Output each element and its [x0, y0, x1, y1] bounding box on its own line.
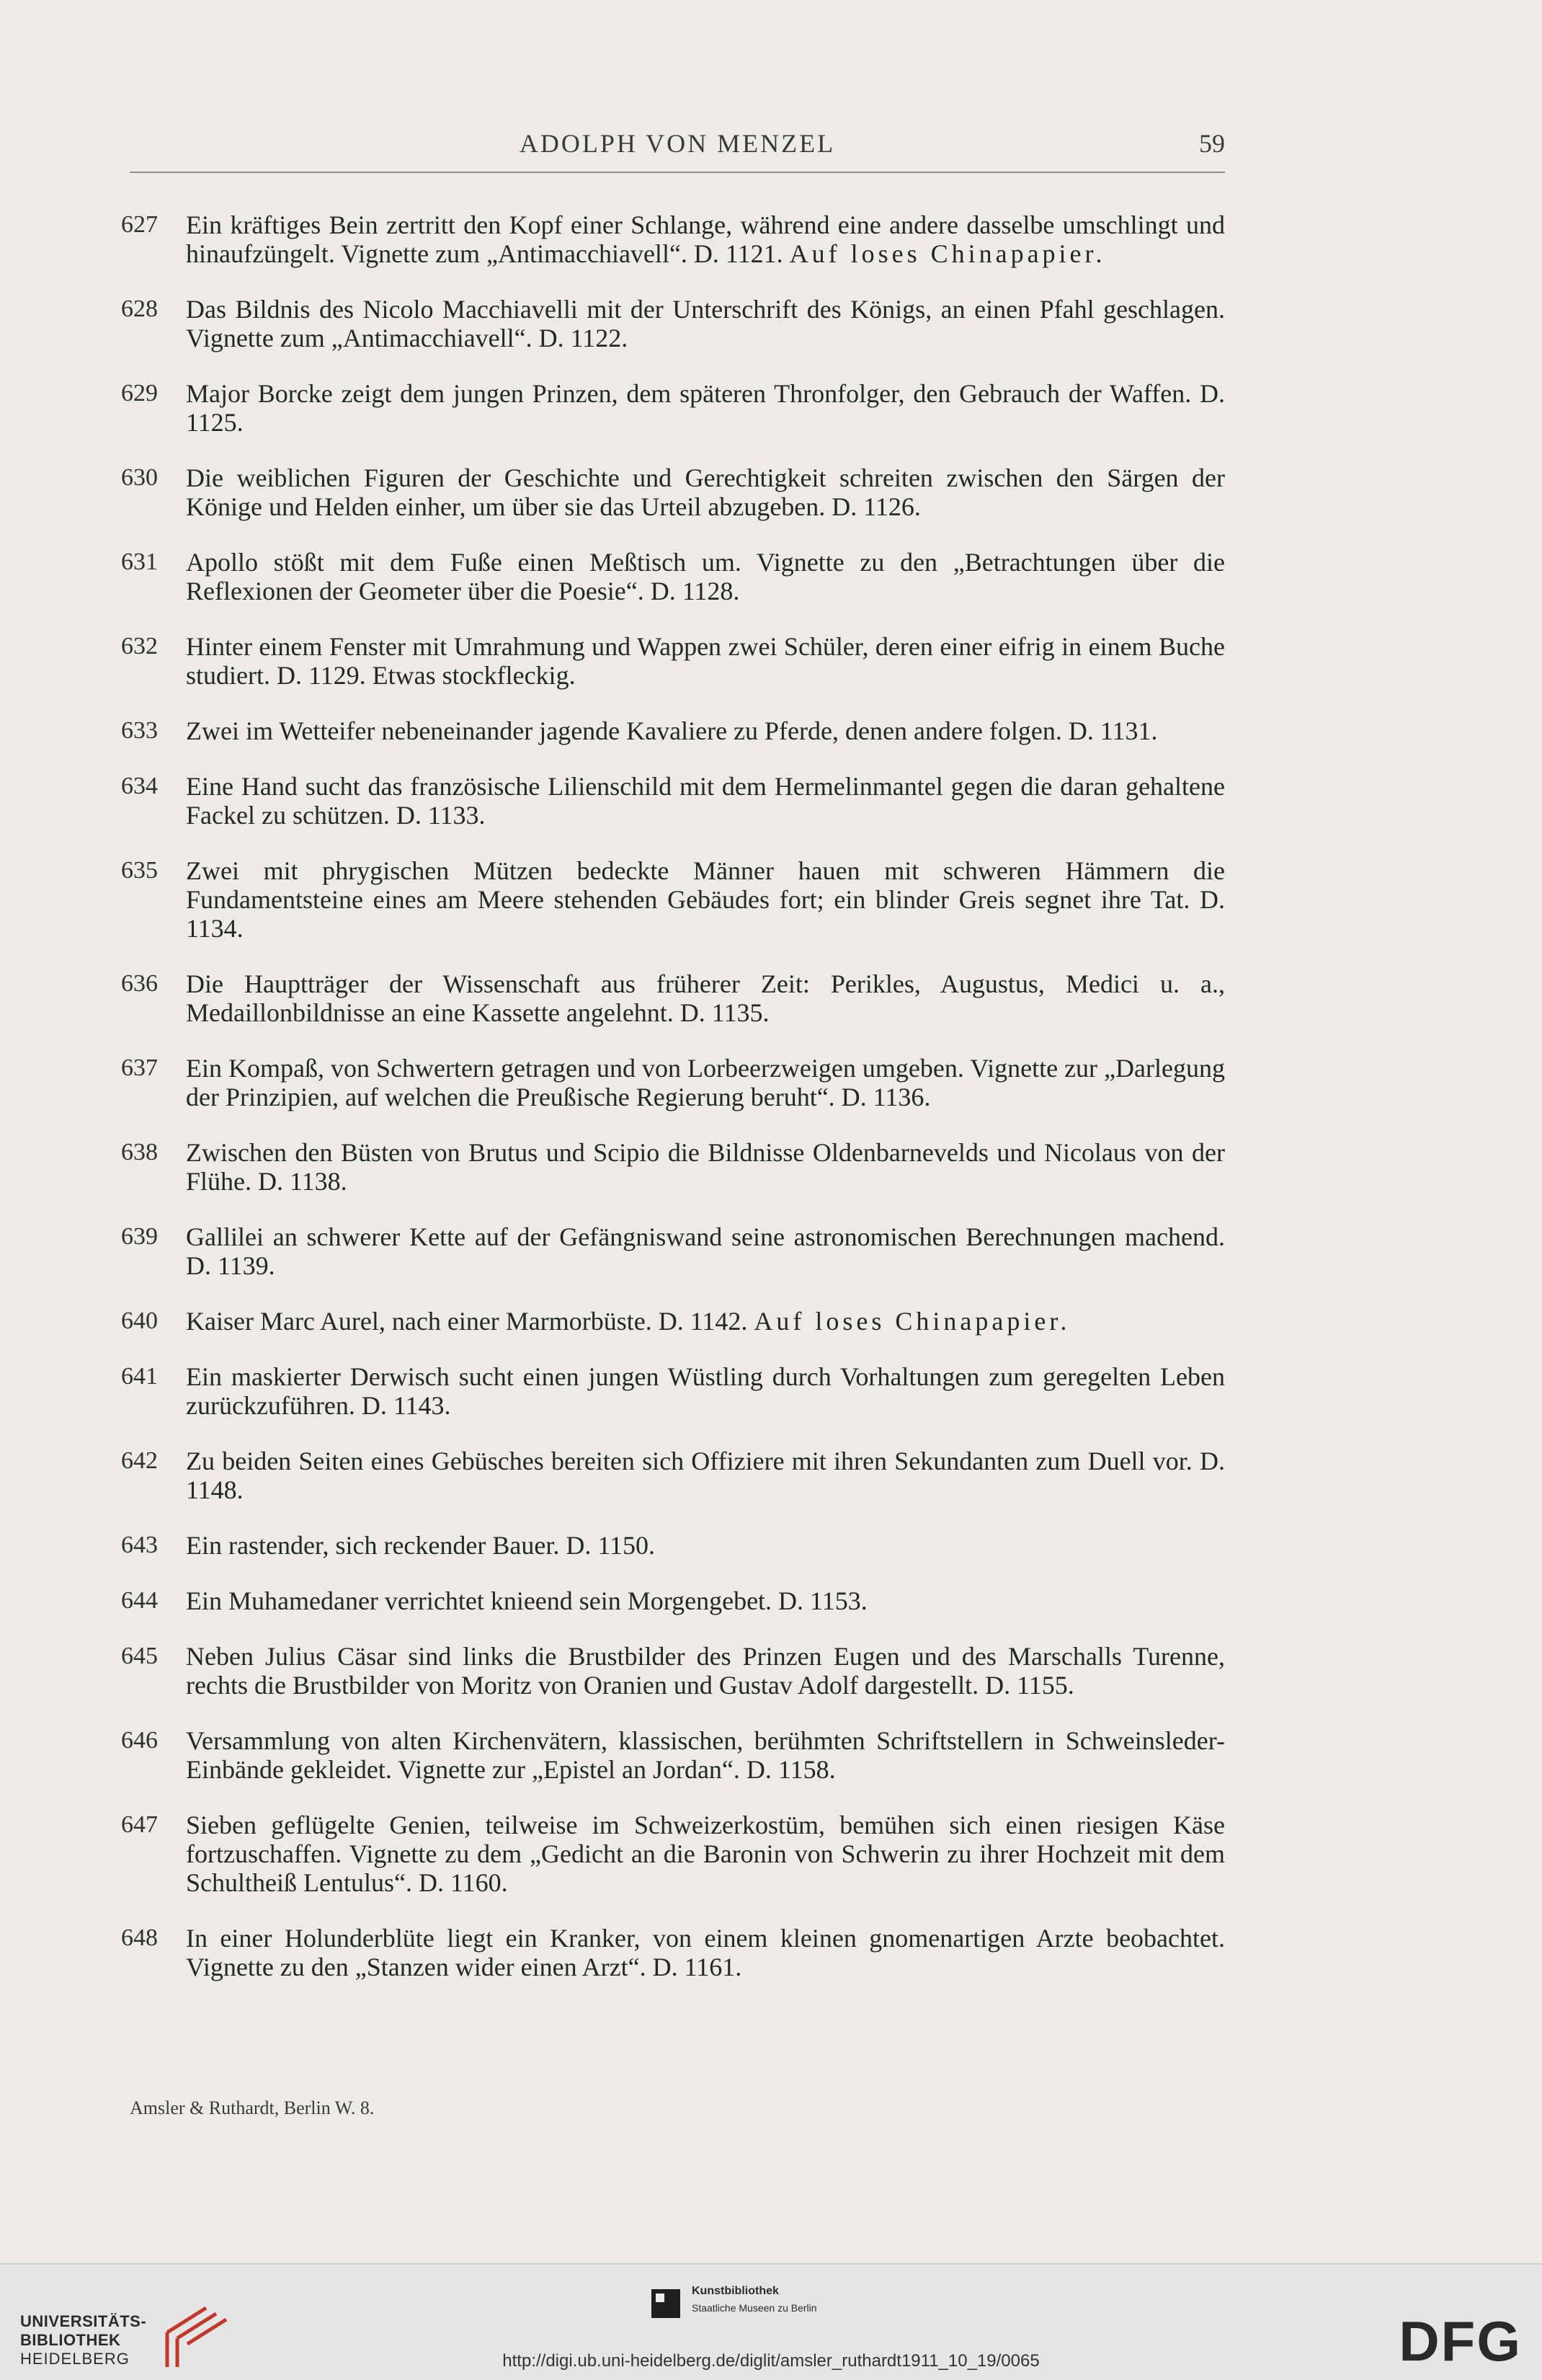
dfg-logo[interactable]: DFG [1399, 2309, 1522, 2373]
entry-number: 628 [121, 296, 158, 322]
entry-number: 629 [121, 380, 158, 407]
ub-line-3: HEIDELBERG [20, 2350, 130, 2368]
entry-number: 641 [121, 1363, 158, 1390]
entry-description: Kaiser Marc Aurel, nach einer Marmorbüste. D. 1142. [186, 1307, 748, 1336]
kunstbibliothek-subtitle: Staatliche Museen zu Berlin [692, 2302, 817, 2314]
paper-note: Auf loses Chinapapier. [789, 239, 1106, 268]
entry-number: 630 [121, 464, 158, 491]
entry-text: Ein rastender, sich reckender Bauer. D. 1150. [186, 1531, 655, 1560]
entry-text: Neben Julius Cäsar sind links die Brustbilder des Prinzen Eugen und des Marschalls Turenne, rechts die Brustbilder von Moritz von Oranien und Gustav Adolf dargestellt. D. 1155. [186, 1642, 1225, 1700]
paper-note: Auf loses Chinapapier. [754, 1307, 1071, 1336]
entry-text: Zwei mit phrygischen Mützen bedeckte Männer hauen mit schweren Hämmern die Fundamentsteine eines am Meere stehenden Gebäudes fort; ein blinder Greis segnet ihre Tat. D. 1134. [186, 856, 1225, 943]
entry-text: Zwei im Wetteifer nebeneinander jagende Kavaliere zu Pferde, denen andere folgen. D. 1131. [186, 716, 1158, 745]
entry-number: 646 [121, 1727, 158, 1754]
entry-text: Die Hauptträger der Wissenschaft aus früherer Zeit: Perikles, Augustus, Medici u. a., Medaillonbildnisse an eine Kassette angelehnt. D. 1135. [186, 969, 1225, 1027]
entry-number: 635 [121, 857, 158, 884]
entry-number: 632 [121, 633, 158, 660]
entry-text: Eine Hand sucht das französische Lilienschild mit dem Hermelinmantel gegen die daran gehaltene Fackel zu schützen. D. 1133. [186, 772, 1225, 830]
list-item [121, 632, 1225, 690]
entry-number: 633 [121, 717, 158, 744]
list-item [121, 1531, 1225, 1560]
entry-text: Die weiblichen Figuren der Geschichte und Gerechtigkeit schreiten zwischen den Särgen der Könige und Helden einher, um über sie das Urteil abzugeben. D. 1126. [186, 463, 1225, 521]
list-item [121, 548, 1225, 605]
entry-description: Ein kräftiges Bein zertritt den Kopf einer Schlange, während eine andere dasselbe umschlingt und hinaufzüngelt. Vignette zum „Antimacchiavell“. D. 1121. [186, 210, 1225, 268]
list-item [121, 969, 1225, 1027]
list-item [121, 856, 1225, 943]
entry-number: 640 [121, 1307, 158, 1334]
entry-text: In einer Holunderblüte liegt ein Kranker, von einem kleinen gnomenartigen Arzte beobachtet. Vignette zu den „Stanzen wider einen Arzt“. D. 1161. [186, 1924, 1225, 1981]
entry-number: 647 [121, 1811, 158, 1838]
list-item [121, 772, 1225, 830]
list-item [121, 1138, 1225, 1196]
list-item [121, 210, 1225, 268]
list-item [121, 1642, 1225, 1700]
entry-number: 638 [121, 1139, 158, 1165]
list-item [121, 1222, 1225, 1280]
list-item [121, 295, 1225, 352]
list-item [121, 379, 1225, 437]
running-head [130, 128, 1225, 169]
entry-number: 645 [121, 1643, 158, 1669]
list-item [121, 1924, 1225, 1981]
running-title: ADOLPH VON MENZEL [519, 129, 836, 158]
entry-text: Gallilei an schwerer Kette auf der Gefängniswand seine astronomischen Berechnungen machend. D. 1139. [186, 1222, 1225, 1280]
header-rule [130, 172, 1225, 173]
entry-text: Das Bildnis des Nicolo Macchiavelli mit der Unterschrift des Königs, an einen Pfahl geschlagen. Vignette zum „Antimacchiavell“. D. 1122. [186, 295, 1225, 352]
entry-number: 631 [121, 549, 158, 575]
entry-number: 637 [121, 1054, 158, 1081]
list-item [121, 463, 1225, 521]
entry-text: Ein Muhamedaner verrichtet knieend sein Morgengebet. D. 1153. [186, 1586, 868, 1615]
entry-number: 644 [121, 1587, 158, 1614]
kunstbibliothek-icon [649, 2286, 683, 2321]
list-item [121, 1362, 1225, 1420]
page-number: 59 [1199, 129, 1225, 158]
entry-text [186, 210, 1225, 268]
entry-number: 639 [121, 1223, 158, 1250]
list-item [121, 1586, 1225, 1615]
entry-text: Sieben geflügelte Genien, teilweise im Schweizerkostüm, bemühen sich einen riesigen Käse fortzuschaffen. Vignette zu dem „Gedicht an die Baronin von Schwerin zu ihrer Hochzeit mit dem Schultheiß Lentulus“. D. 1160. [186, 1811, 1225, 1897]
permalink-url[interactable]: http://digi.ub.uni-heidelberg.de/diglit/amsler_ruthardt1911_10_19/0065 [502, 2351, 1040, 2371]
ub-line-1: UNIVERSITÄTS- [20, 2312, 147, 2330]
entry-text: Major Borcke zeigt dem jungen Prinzen, dem späteren Thronfolger, den Gebrauch der Waffen. D. 1125. [186, 379, 1225, 437]
entry-number: 636 [121, 970, 158, 997]
list-item [121, 1726, 1225, 1784]
entry-number: 642 [121, 1447, 158, 1474]
publisher-imprint: Amsler & Ruthardt, Berlin W. 8. [130, 2097, 375, 2118]
kunstbibliothek-logo[interactable] [649, 2282, 893, 2340]
list-item [121, 1447, 1225, 1504]
entry-number: 643 [121, 1532, 158, 1558]
kunstbibliothek-name: Kunstbibliothek [692, 2285, 779, 2297]
entry-list [121, 210, 1225, 2008]
digitization-footer [0, 2263, 1542, 2380]
entry-text: Versammlung von alten Kirchenvätern, klassischen, berühmten Schriftstellern in Schweinsleder-Einbände gekleidet. Vignette zur „Epistel an Jordan“. D. 1158. [186, 1726, 1225, 1784]
entry-text [186, 1307, 1225, 1336]
entry-number: 648 [121, 1924, 158, 1951]
list-item [121, 1307, 1225, 1336]
list-item [121, 1811, 1225, 1897]
entry-text: Ein Kompaß, von Schwertern getragen und von Lorbeerzweigen umgeben. Vignette zur „Darlegung der Prinzipien, auf welchen die Preußische Regierung beruht“. D. 1136. [186, 1054, 1225, 1111]
entry-text: Zwischen den Büsten von Brutus und Scipio die Bildnisse Oldenbarnevelds und Nicolaus von der Flühe. D. 1138. [186, 1138, 1225, 1196]
entry-text: Hinter einem Fenster mit Umrahmung und Wappen zwei Schüler, deren einer eifrig in einem Buche studiert. D. 1129. Etwas stockfleckig. [186, 632, 1225, 690]
ub-line-2: BIBLIOTHEK [20, 2331, 121, 2349]
entry-text: Ein maskierter Derwisch sucht einen jungen Wüstling durch Vorhaltungen zum geregelten Leben zurückzuführen. D. 1143. [186, 1362, 1225, 1420]
entry-number: 634 [121, 773, 158, 799]
list-item [121, 716, 1225, 745]
entry-number: 627 [121, 211, 158, 238]
entry-text: Zu beiden Seiten eines Gebüsches bereiten sich Offiziere mit ihren Sekundanten zum Duell vor. D. 1148. [186, 1447, 1225, 1504]
entry-text: Apollo stößt mit dem Fuße einen Meßtisch um. Vignette zu den „Betrachtungen über die Reflexionen der Geometer über die Poesie“. D. 1128. [186, 548, 1225, 605]
list-item [121, 1054, 1225, 1111]
